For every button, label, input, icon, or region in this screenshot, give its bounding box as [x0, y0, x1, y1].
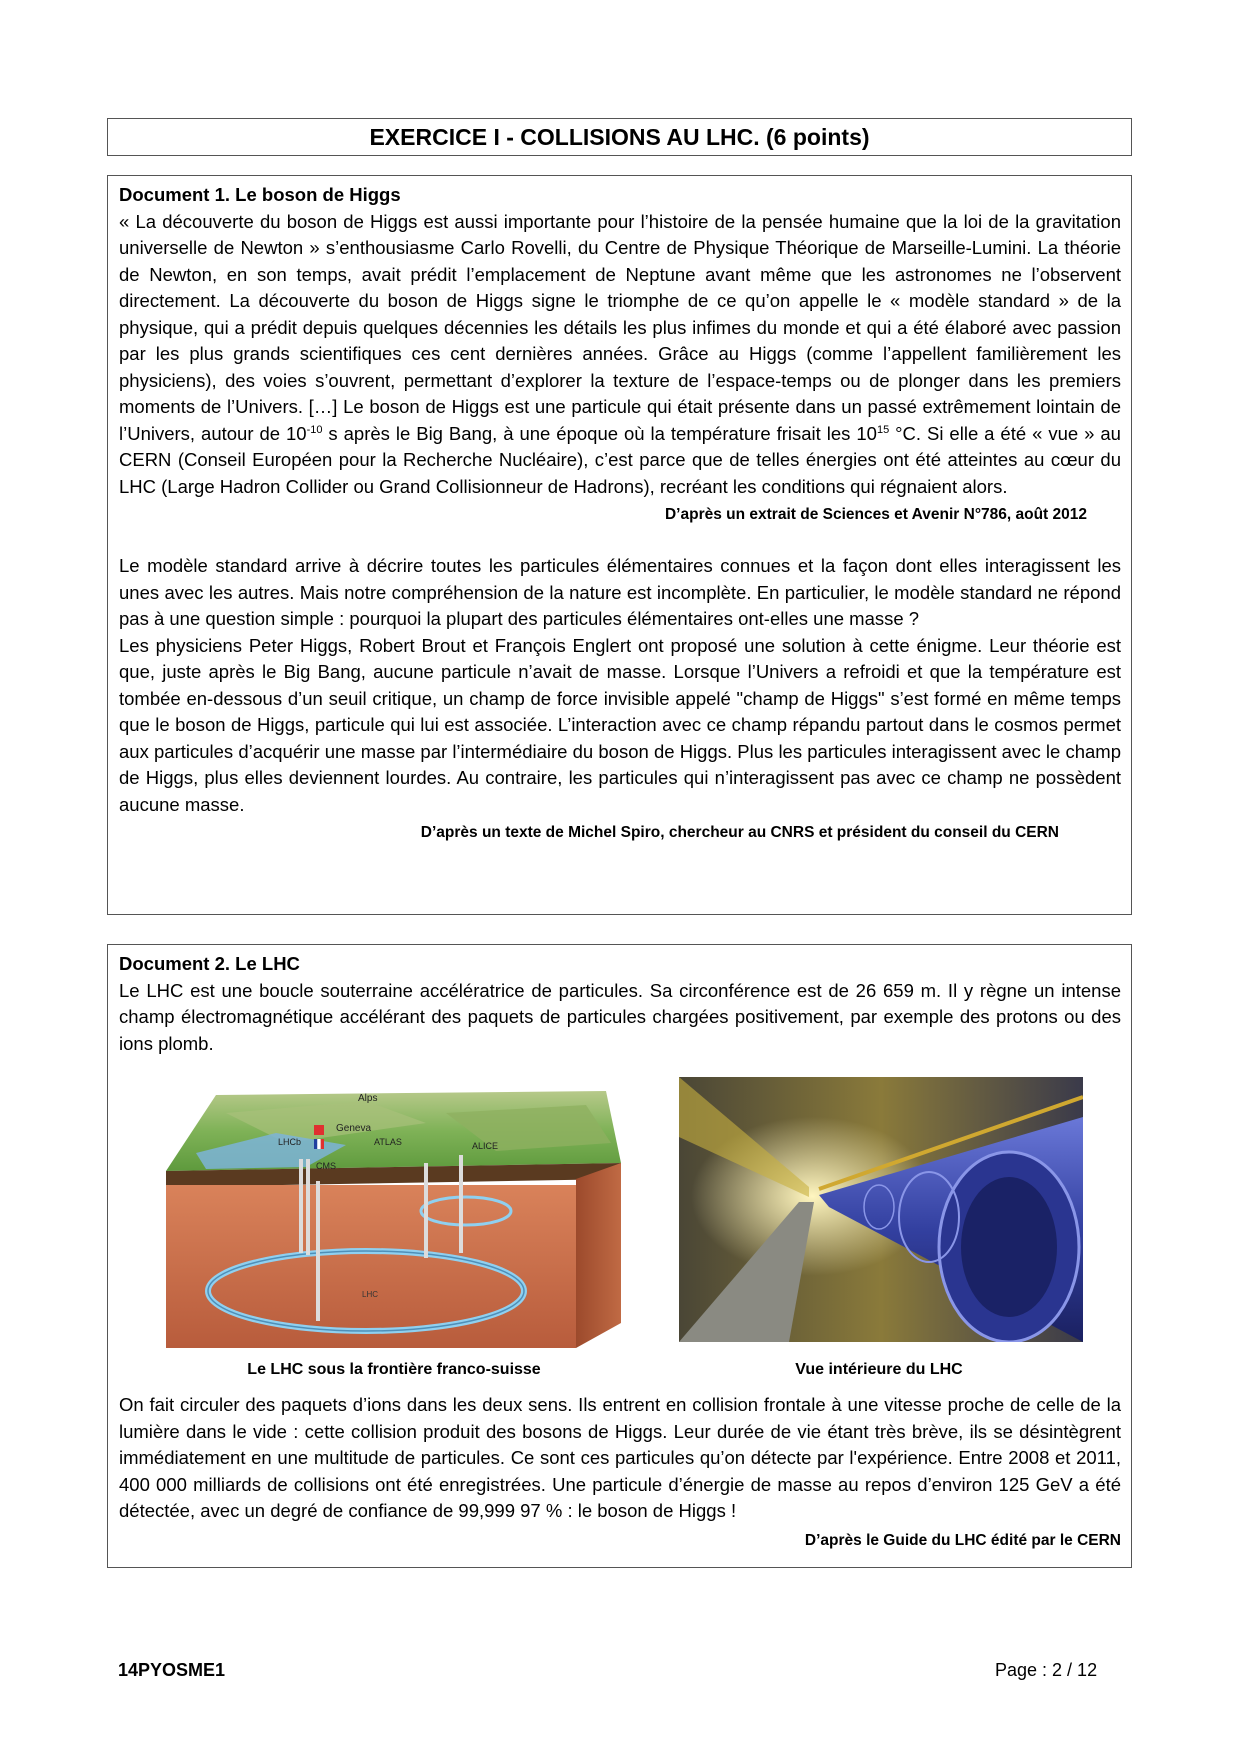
- doc1-title: Document 1. Le boson de Higgs: [119, 184, 401, 205]
- doc1-paragraph-1: [119, 209, 1121, 501]
- document-1: [107, 175, 1132, 915]
- doc2-source: D’après le Guide du LHC édité par le CERN: [804, 1531, 1121, 1549]
- swiss-flag: [314, 1125, 324, 1135]
- doc1-p1-part-a: « La découverte du boson de Higgs est aussi importante pour l’histoire de la pensée humaine que la loi de la gravitation universelle de Newton » s’enthousiasme Carlo Rovelli, du Centre de Physique Théorique de Marseille-Lumini. La théorie de Newton, en son temps, avait prédit l’emplacement de Neptune avant même que les astronomes ne l’observent directement. La découverte du boson de Higgs signe le triomphe de ce qu’on appelle le « modèle standard » de la physique, qui a prédit depuis quelques décennies les détails les plus infimes du monde et qui a été élaboré avec passion par les plus grands scientifiques ces cent dernières années. Grâce au Higgs (comme l’appellent familièrement les physiciens), des voies s’ouvrent, permettant d’explorer la texture de l’espace-temps ou de plonger dans les premiers moments de l’Univers. […] Le boson de Higgs est une particule qui était présente dans un passé extrêmement lointain de l’Univers, autour de 10: [119, 210, 1121, 444]
- figure2-caption: Vue intérieure du LHC: [795, 1361, 963, 1378]
- exercise-title: EXERCICE I - COLLISIONS AU LHC. (6 points): [369, 124, 870, 150]
- label-geneva: Geneva: [336, 1123, 372, 1134]
- doc1-p1-part-c: °C. Si elle a été « vue » au CERN (Conseil Européen pour la Recherche Nucléaire), c’est parce que de telles énergies ont été atteintes au cœur du LHC (Large Hadron Collider ou Grand Collisionneur de Hadrons), recréant les conditions qui régnaient alors.: [119, 422, 1121, 497]
- exercise-title-box: [107, 118, 1132, 156]
- doc1-source-1: D’après un extrait de Sciences et Avenir N°786, août 2012: [664, 506, 1087, 523]
- label-lhcb: LHCb: [278, 1137, 302, 1147]
- footer-page-number: Page : 2 / 12: [995, 1660, 1098, 1680]
- doc1-p1-part-b: s après le Big Bang, à une époque où la température frisait les 10: [322, 422, 877, 444]
- french-flag: [321, 1139, 324, 1149]
- footer-code: 14PYOSME1: [118, 1660, 226, 1680]
- document-2: [107, 944, 1132, 1568]
- doc2-title: Document 2. Le LHC: [119, 953, 300, 974]
- label-lhc: LHC: [362, 1290, 379, 1299]
- doc1-paragraph-2: Le modèle standard arrive à décrire toutes les particules élémentaires connues et la façon dont elles interagissent les unes avec les autres. Mais notre compréhension de la nature est incomplète. En particulier, le modèle standard ne répond pas à une question simple : pourquoi la plupart des particules élémentaires ont-elles une masse ?: [119, 555, 1121, 629]
- doc2-paragraph-1: Le LHC est une boucle souterraine accélératrice de particules. Sa circonférence est de 26 659 m. Il y règne un intense champ électromagnétique accélérant des paquets de particules chargées positivement, par exemple des protons ou des ions plomb.: [119, 979, 1121, 1054]
- doc1-source-2: D’après un texte de Michel Spiro, chercheur au CNRS et président du conseil du CERN: [420, 824, 1059, 841]
- label-cms: CMS: [316, 1161, 336, 1171]
- doc1-paragraph-3: Les physiciens Peter Higgs, Robert Brout et François Englert ont proposé une solution à cette énigme. Leur théorie est que, juste après le Big Bang, aucune particule n’avait de masse. Lorsque l’Univers a refroidi et que la température est tombée en-dessous d’un seuil critique, un champ de force invisible appelé "champ de Higgs" s’est formé en même temps que le boson de Higgs, particule qui lui est associée. L’interaction avec ce champ répandu partout dans le cosmos permet aux particules d’acquérir une masse par l’intermédiaire du boson de Higgs. Plus les particules interagissent avec le champ de Higgs, plus elles deviennent lourdes. Au contraire, les particules qui n’interagissent pas avec ce champ ne possèdent aucune masse.: [119, 634, 1121, 815]
- doc2-paragraph-2: On fait circuler des paquets d’ions dans les deux sens. Ils entrent en collision frontale à une vitesse proche de celle de la lumière dans le vide : cette collision produit des bosons de Higgs. Leur durée de vie étant très brève, ils se désintègrent immédiatement en une multitude de particules. Ce sont ces particules qu’on détecte par l'expérience. Entre 2008 et 2011, 400 000 milliards de collisions ont été enregistrées. Une particule d’énergie de masse au repos d’environ 125 GeV a été détectée, avec un degré de confiance de 99,999 97 % : le boson de Higgs !: [119, 1394, 1121, 1521]
- label-atlas: ATLAS: [374, 1137, 402, 1147]
- label-alice: ALICE: [472, 1141, 499, 1151]
- lhc-tunnel-photo: [679, 1077, 1083, 1342]
- exponent-minus-10: -10: [306, 423, 323, 436]
- earth-cross-section: [166, 1185, 576, 1348]
- label-alps: Alps: [358, 1093, 378, 1104]
- figure1-caption: Le LHC sous la frontière franco-suisse: [247, 1361, 541, 1378]
- figure-row: [119, 1067, 1121, 1392]
- lhc-underground-diagram: [166, 1083, 621, 1348]
- exponent-15: 15: [876, 423, 890, 436]
